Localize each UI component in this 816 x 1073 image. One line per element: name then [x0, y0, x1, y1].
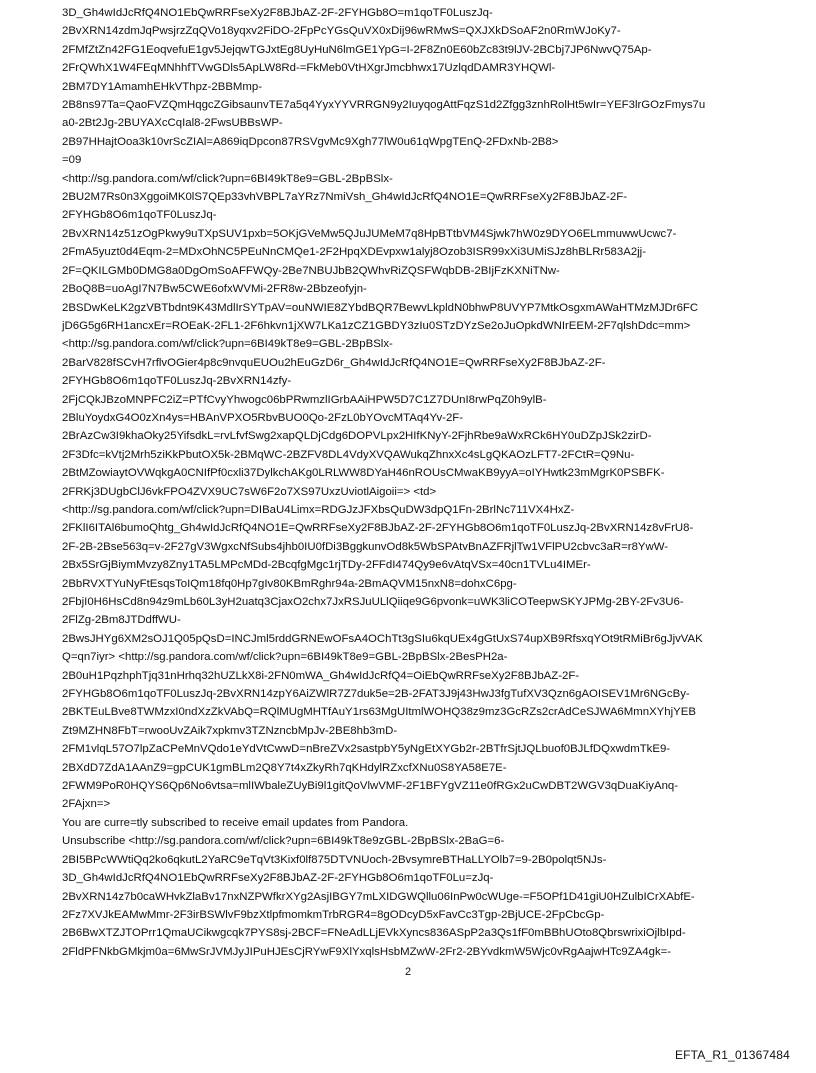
text-line: 2BbRVXTYuNyFtEsqsToIQm18fq0Hp7gIv80KBmRghr94a-2BmAQVM15nxN8=dohxC6pg- — [62, 577, 517, 590]
text-line: <http://sg.pandora.com/wf/click?upn=6BI49kT8e9=GBL-2BpBSlx- — [62, 338, 393, 351]
text-line: 2FMfZtZn42FG1EoqvefuE1gv5JejqwTGJxtEg8UyHuN6lmGE1YpG=I-2F8Zn0E60bZc83t9lJV-2BCbj7JP6NwvQ75Ap- — [62, 43, 652, 56]
text-line: You are curre=tly subscribed to receive email updates from Pandora. — [62, 816, 409, 829]
text-line: Unsubscribe <http://sg.pandora.com/wf/click?upn=6BI49kT8e9zGBL-2BpBSlx-2BaG=6- — [62, 835, 505, 848]
text-line: =09 — [62, 154, 82, 167]
text-line: 3D_Gh4wIdJcRfQ4NO1EbQwRRFseXy2F8BJbAZ-2F-2FYHGb8O=m1qoTF0LuszJq- — [62, 7, 493, 19]
text-line: 2BtMZowiaytOVWqkgA0CNIfPf0cxli37DylkchAKg0LRLWW8DYaH46nROUsCMwaKB9yyA=oIYHwtk23mMgrK0PSBFK- — [62, 467, 665, 480]
text-line: 2FAjxn=> — [62, 798, 111, 811]
text-line: <http://sg.pandora.com/wf/click?upn=DIBaU4Limx=RDGJzJFXbsQuDW3dpQ1Fn-2BrlNc711VX4HxZ- — [62, 503, 575, 516]
text-line: 2BoQ8B=uoAgI7N7Bw5CWE6ofxWVMi-2FR8w-2Bbzeofyjn- — [62, 283, 367, 296]
text-line: 2B0uH1PqzhphTjq31nHrhq32hUZLkX8i-2FN0mWA_Gh4wIdJcRfQ4=OiEbQwRRFseXy2F8BJbAZ-2F- — [62, 669, 580, 682]
text-line: 3D_Gh4wIdJcRfQ4NO1EbQwRRFseXy2F8BJbAZ-2F-2FYHGb8O6m1qoTF0Lu=zJq- — [62, 872, 494, 885]
text-line: 2F3Dfc=kVtj2Mrh5ziKkPbutOX5k-2BMqWC-2BZFV8DL4VdyXVQAWukqZhnxXc4sLgQKAOzLFT7-2FCtR=Q9Nu- — [62, 448, 635, 461]
text-line: jD6G5g6RH1ancxEr=ROEaK-2FL1-2F6hkvn1jXW7LKa1zCZ1GBDY3zIu0STzDYzSe2oJuOpkdWNIrEEM-2F7qlshDdc=mm> — [62, 319, 691, 332]
text-line: 2FjCQkJBzoMNPFC2iZ=PTfCvyYhwogc06bPRwmzlIGrbAAiHPW5D7C1Z7DUnI8rwPqZ0h9ylB- — [62, 393, 547, 406]
text-line: 2Bx5SrGjBiymMvzy8Zny1TA5LMPcMDd-2BcqfgMgc1rjTDy-2FFdI474Qy9e6vAtqVSx=40cn1TVLu4IMEr- — [62, 559, 591, 572]
text-line: 2BvXRN14z51zOgPkwy9uTXpSUV1pxb=5OKjGVeMw5QJuJUMeM7q8HpBTtbVM4Sjwk7hW0z9DYO6ELmmuwwUcwc7- — [62, 227, 677, 240]
text-line: 2BarV828fSCvH7rflvOGier4p8c9nvquEUOu2hEuGzD6r_Gh4wIdJcRfQ4NO1E=QwRRFseXy2F8BJbAZ-2F- — [62, 356, 606, 369]
text-line: 2FWM9PoR0HQYS6Qp6No6vtsa=mlIWbaleZUyBi9l1gitQoVlwVMF-2F1BFYgVZ11e0fRGx2uCwDBT2WGV3qDuaKiyAnq- — [62, 780, 679, 793]
text-line: 2FldPFNkbGMkjm0a=6MwSrJVMJyJIPuHJEsCjRYwF9XlYxqlsHsbMZwW-2Fr2-2BYvdkmW5Wjc0vRgAajwHTc9ZA4gk=- — [62, 945, 672, 958]
text-line: 2FYHGb8O6m1qoTF0LuszJq- — [62, 209, 217, 222]
email-body-text — [62, 4, 774, 961]
text-line: a0-2Bt2Jg-2BUYAXcCqIal8-2FwsUBBsWP- — [62, 117, 283, 130]
text-line: 2BSDwKeLK2gzVBTbdnt9K43MdlIrSYTpAV=ouNWIE8ZYbdBQR7BewvLkpldN0bhwP8UVYP7MtkOsgxmAWaHTMzMJDr6FC — [62, 301, 699, 314]
text-line: 2FlZg-2Bm8JTDdffWU- — [62, 614, 181, 627]
text-line: 2F-2B-2Bse563q=v-2F27gV3WgxcNfSubs4jhb0IU0fDi3BggkunvOd8k5WbSPAtvBnAZFRjlTw1VFlPU2cbvc3aR=r8YwW- — [62, 540, 669, 553]
text-line: 2B6BwXTZJTOPrr1QmaUCikwgcqk7PYS8sj-2BCF=FNeAdLLjEVkXyncs836ASpP2a3Qs1fF0mBBhUOto8QbrswrixiOjlbIpd- — [62, 927, 686, 940]
text-line: 2BM7DY1AmamhEHkVThpz-2BBMmp- — [62, 80, 263, 93]
text-line: 2BluYoydxG4O0zXn4ys=HBAnVPXO5RbvBUO0Qo-2FzL0bYOvcMTAq4Yv-2F- — [62, 411, 464, 424]
text-line: Q=qn7iyr> <http://sg.pandora.com/wf/click?upn=6BI49kT8e9=GBL-2BpBSlx-2BesPH2a- — [62, 651, 508, 664]
bates-number: EFTA_R1_01367484 — [674, 1048, 790, 1062]
text-line: 2BrAzCw3I9khaOky25YifsdkL=rvLfvfSwg2xapQLDjCdg6DOPVLpx2HIfKNyY-2FjhRbe9aWxRCk6HY0uDZpJSk2zirD- — [62, 430, 652, 443]
text-line: 2FbjI0H6HsCd8n94z9mLb60L3yH2uatq3CjaxO2chx7JxRSJuULlQiiqe9G6pvonk=uWK3liCOTeepwSKYJPMg-2BY-2Fv3U6- — [62, 596, 684, 608]
text-line: 2Fz7XVJkEAMwMmr-2F3irBSWlvF9bzXtlpfmomkmTrbRGR4=8gODcyD5xFavCc3Tgp-2BjUCE-2FpCbcGp- — [62, 908, 605, 921]
text-line: 2FRKj3DUgbClJ6vkFPO4ZVX9UC7sW6F2o7XS97UxzUviotlAigoii=> <td> — [62, 485, 437, 498]
text-line: 2BvXRN14z7b0caWHvkZlaBv17nxNZPWfkrXYg2AsjIBGY7mLXIDGWQllu06InPw0cWUge-=F5OPf1D41giU0HZulbICrXAbfE- — [62, 890, 695, 903]
text-line: 2FmA5yuzt0d4Eqm-2=MDxOhNC5PEuNnCMQe1-2F2HpqXDEvpxw1alyj8Ozob3ISR99xXi3UMiSJz8hBLRr583A2jj- — [62, 246, 647, 259]
text-line: 2FKlI6ITAl6bumoQhtg_Gh4wIdJcRfQ4NO1E=QwRRFseXy2F8BJbAZ-2F-2FYHGb8O6m1qoTF0LuszJq-2BvXRN14z8vFrU8- — [62, 522, 694, 535]
text-line: 2FM1vlqL57O7lpZaCPeMnVQdo1eYdVtCwwD=nBreZVx2sastpbY5yNgEtXYGb2r-2BTfrSjtJQLbuof0BJLfDQxwdmTkE9- — [62, 743, 671, 756]
text-line: 2FYHGb8O6m1qoTF0LuszJq-2BvXRN14zfy- — [62, 375, 292, 388]
text-line: 2BwsJHYg6XM2sOJ1Q05pQsD=INCJml5rddGRNEwOFsA4OChTt3gSIu6kqUEx4gGtUxS74upXB9RfsxqYOt9tRMiBr6gJjvVAK — [62, 632, 703, 645]
text-line: 2B97HHajtOoa3k10vrScZIAl=A869iqDpcon87RSVgvMc9Xgh77lW0u61qWpgTEnQ-2FDxNb-2B8> — [62, 135, 559, 148]
text-line: Zt9MZHN8FbT=rwooUvZAik7xpkmv3TZNzncbMpJv-2BE8hb3mD- — [62, 724, 398, 737]
text-line: <http://sg.pandora.com/wf/click?upn=6BI49kT8e9=GBL-2BpBSlx- — [62, 172, 393, 185]
text-line: 2F=QKILGMb0DMG8a0DgOmSoAFFWQy-2Be7NBUJbB2QWhvRiZQSFWqbDB-2BIjFzKXNiTNw- — [62, 264, 560, 277]
page-number: 2 — [404, 966, 412, 978]
text-line: 2FYHGb8O6m1qoTF0LuszJq-2BvXRN14zpY6AiZWlR7Z7duk5e=2B-2FAT3J9j43HwJ3fgTufXV3Qzn6gAOISEV1Mr6NGcBy- — [62, 688, 690, 701]
text-line: 2BvXRN14zdmJqPwsjrzZqQVo18yqxv2FiDO-2FpPcYGsQuVX0xDij96wRMwS=QXJXkDSoAF2n0RmWJoKy7- — [62, 25, 621, 38]
text-line: 2BU2M7Rs0n3XggoiMK0lS7QEp33vhVBPL7aYRz7NmiVsh_Gh4wIdJcRfQ4NO1E=QwRRFseXy2F8BJbAZ-2F- — [62, 191, 628, 204]
text-line: 2BXdD7ZdA1AAnZ9=gpCUK1gmBLm2Q8Y7t4xZkyRh7qKHdylRZxcfXNu0S8YA58E7E- — [62, 761, 507, 774]
text-line: 2BI5BPcWWtiQq2ko6qkutL2YaRC9eTqVt3Kixf0lf875DTVNUoch-2BvsymreBTHaLLYOlb7=9-2B0polqt5NJs- — [62, 853, 607, 866]
text-line: 2BKTEuLBve8TWMzxI0ndXzZkVAbQ=RQlMUgMHTfAuY1rs63MgUItmlWOHQ38z9mz3GcRZs2crAdCeSJWA6MmnXYhjYEB — [62, 706, 696, 719]
text-line: 2B8ns97Ta=QaoFVZQmHqgcZGibsaunvTE7a5q4YyxYYVRRGN9y2IuyqogAttFqzS1d2Zfgg3znhRolHt5wIr=YEF3lrGOzFmys7u — [62, 99, 706, 112]
text-line: 2FrQWhX1W4FEqMNhhfTVwGDls5ApLW8Rd-=FkMeb0VtHXgrJmcbhwx17UzlqdDAMR3YHQWl- — [62, 62, 556, 75]
